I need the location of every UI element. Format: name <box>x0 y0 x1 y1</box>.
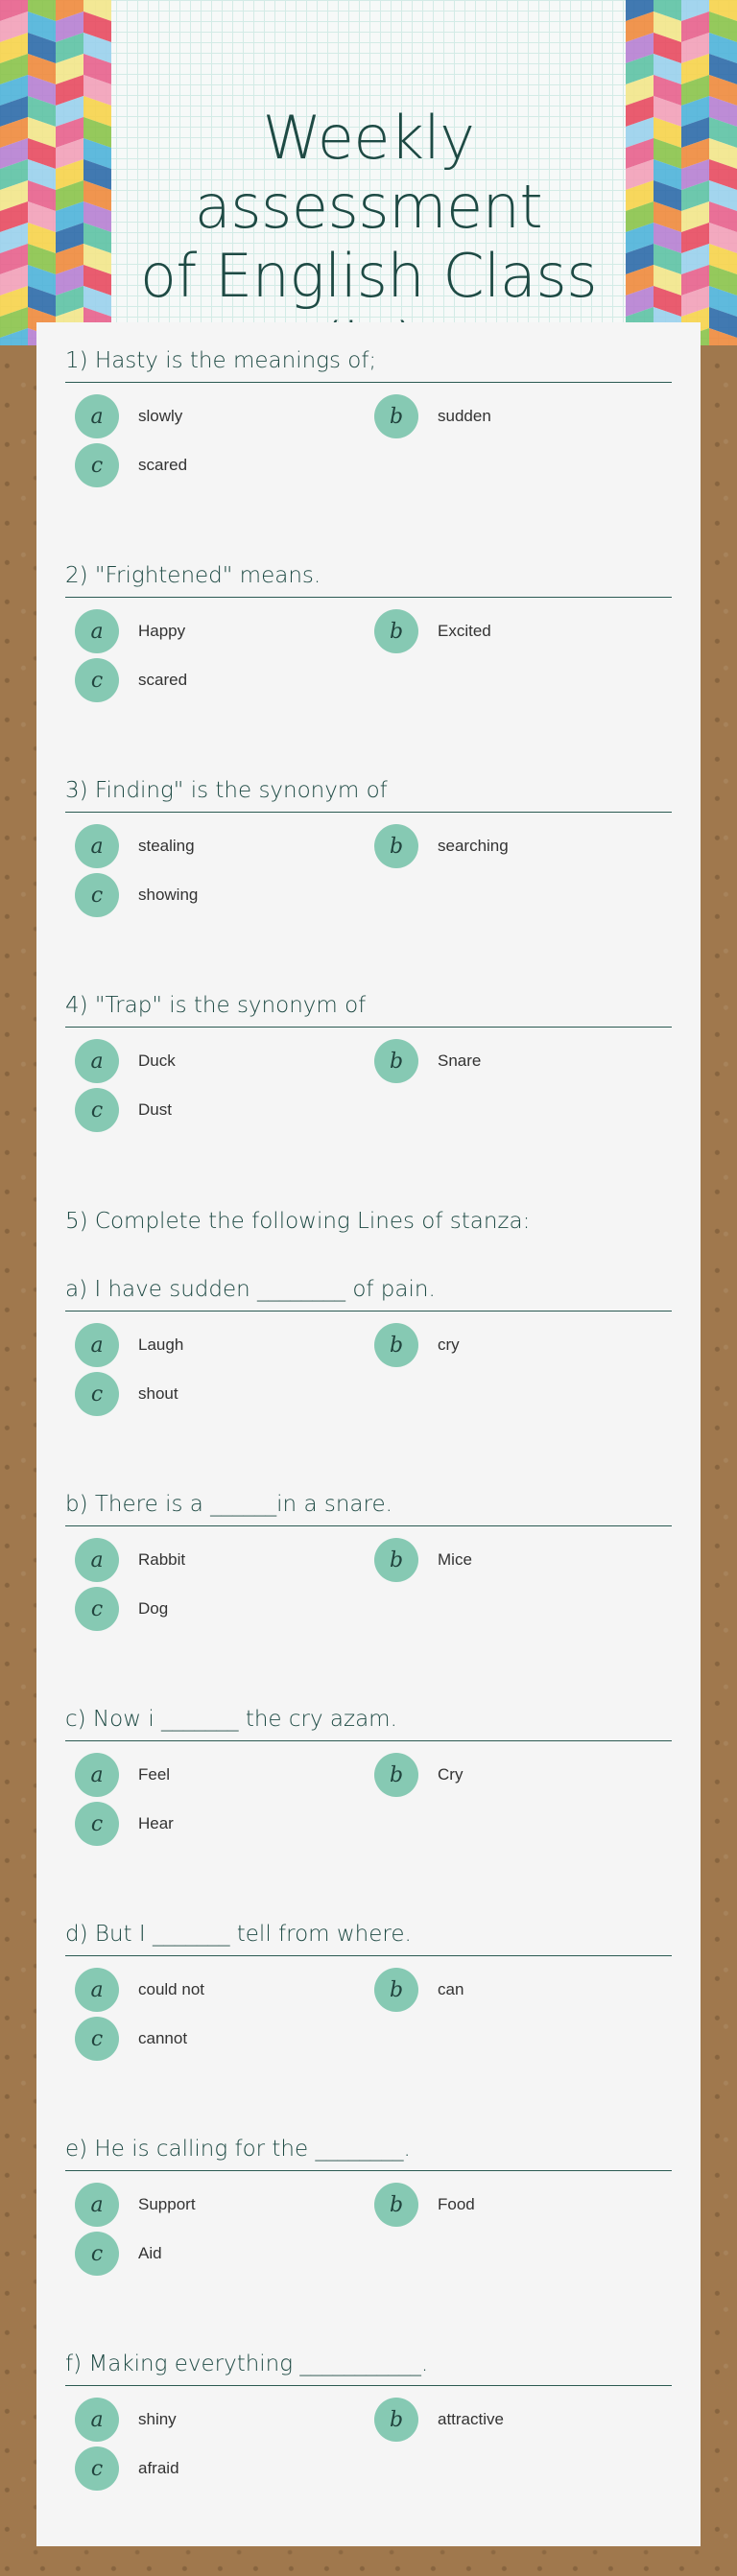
option-badge-a: a <box>75 2183 119 2227</box>
option-label: Food <box>438 2195 475 2213</box>
option-badge-c: c <box>75 873 119 917</box>
option-b[interactable] <box>374 1323 460 1367</box>
option-label: afraid <box>138 2459 179 2477</box>
option-badge-a: a <box>75 394 119 438</box>
option-label: can <box>438 1980 464 1998</box>
question-text: f) Making everything ___________. <box>65 2349 672 2386</box>
question-4 <box>65 990 672 1133</box>
option-badge-b: b <box>374 1323 418 1367</box>
option-label: Cry <box>438 1765 464 1784</box>
option-badge-b: b <box>374 394 418 438</box>
option-badge-c: c <box>75 1372 119 1416</box>
option-badge-c: c <box>75 1802 119 1846</box>
option-label: stealing <box>138 837 195 855</box>
question-text: e) He is calling for the ________. <box>65 2134 672 2171</box>
option-a[interactable] <box>75 1039 176 1083</box>
option-b[interactable] <box>374 1039 481 1083</box>
question-5d <box>65 1919 672 2062</box>
option-label: Mice <box>438 1550 472 1569</box>
section-heading-text: 5) Complete the following Lines of stanza: <box>65 1209 531 1234</box>
option-b[interactable] <box>374 609 491 653</box>
option-badge-a: a <box>75 609 119 653</box>
option-a[interactable] <box>75 1323 183 1367</box>
option-label: scared <box>138 671 188 689</box>
option-badge-a: a <box>75 824 119 868</box>
question-3 <box>65 775 672 918</box>
option-label: Snare <box>438 1052 482 1070</box>
option-label: showing <box>138 886 199 904</box>
option-label: searching <box>438 837 509 855</box>
question-text: c) Now i _______ the cry azam. <box>65 1704 672 1741</box>
option-b[interactable] <box>374 824 509 868</box>
option-a[interactable] <box>75 394 182 438</box>
option-badge-b: b <box>374 1039 418 1083</box>
option-c[interactable] <box>75 658 187 702</box>
option-label: cannot <box>138 2029 188 2047</box>
option-label: slowly <box>138 407 183 425</box>
option-label: attractive <box>438 2410 504 2428</box>
option-a[interactable] <box>75 1753 170 1797</box>
option-badge-b: b <box>374 1968 418 2012</box>
option-badge-b: b <box>374 2183 418 2227</box>
title-line-2: of English Class <box>139 241 597 311</box>
option-label: could not <box>138 1980 204 1998</box>
option-b[interactable] <box>374 2398 504 2442</box>
title-line-1: Weekly assessment <box>194 103 543 242</box>
question-text: d) But I _______ tell from where. <box>65 1919 672 1956</box>
question-text: 3) Finding" is the synonym of <box>65 775 672 813</box>
header-banner <box>0 0 737 345</box>
option-badge-b: b <box>374 824 418 868</box>
option-badge-c: c <box>75 2017 119 2061</box>
question-5c <box>65 1704 672 1847</box>
option-label: Laugh <box>138 1335 184 1354</box>
option-badge-a: a <box>75 1039 119 1083</box>
option-label: Rabbit <box>138 1550 186 1569</box>
option-label: Dog <box>138 1599 169 1618</box>
option-c[interactable] <box>75 1372 178 1416</box>
option-badge-c: c <box>75 1088 119 1132</box>
option-label: sudden <box>438 407 491 425</box>
option-badge-b: b <box>374 2398 418 2442</box>
option-label: Excited <box>438 622 491 640</box>
option-a[interactable] <box>75 2183 196 2227</box>
question-5a <box>65 1274 672 1417</box>
option-badge-b: b <box>374 1753 418 1797</box>
option-badge-a: a <box>75 1538 119 1582</box>
option-label: Support <box>138 2195 196 2213</box>
question-text: 4) "Trap" is the synonym of <box>65 990 672 1028</box>
page-title <box>86 104 651 345</box>
question-5e <box>65 2134 672 2277</box>
option-c[interactable] <box>75 1587 168 1631</box>
option-a[interactable] <box>75 1538 185 1582</box>
option-badge-b: b <box>374 609 418 653</box>
option-badge-c: c <box>75 1587 119 1631</box>
option-b[interactable] <box>374 1538 472 1582</box>
option-label: cry <box>438 1335 460 1354</box>
section-heading-5 <box>65 1206 672 1242</box>
option-a[interactable] <box>75 1968 204 2012</box>
option-badge-c: c <box>75 658 119 702</box>
option-a[interactable] <box>75 2398 177 2442</box>
question-2 <box>65 560 672 703</box>
option-badge-c: c <box>75 443 119 487</box>
option-c[interactable] <box>75 1088 172 1132</box>
option-badge-a: a <box>75 1968 119 2012</box>
question-text: 2) "Frightened" means. <box>65 560 672 598</box>
option-badge-c: c <box>75 2232 119 2276</box>
option-c[interactable] <box>75 2446 179 2491</box>
question-5f <box>65 2349 672 2492</box>
option-label: shout <box>138 1384 178 1403</box>
option-b[interactable] <box>374 394 491 438</box>
option-badge-b: b <box>374 1538 418 1582</box>
option-a[interactable] <box>75 609 185 653</box>
option-label: Aid <box>138 2244 162 2262</box>
question-1 <box>65 345 672 488</box>
option-label: Duck <box>138 1052 176 1070</box>
option-badge-c: c <box>75 2446 119 2491</box>
option-c[interactable] <box>75 443 187 487</box>
option-badge-a: a <box>75 1323 119 1367</box>
option-label: shiny <box>138 2410 177 2428</box>
question-text: a) I have sudden ________ of pain. <box>65 1274 672 1312</box>
option-b[interactable] <box>374 1753 463 1797</box>
option-c[interactable] <box>75 1802 174 1846</box>
option-label: Feel <box>138 1765 171 1784</box>
option-label: Happy <box>138 622 186 640</box>
question-text: 1) Hasty is the meanings of; <box>65 345 672 383</box>
option-badge-a: a <box>75 1753 119 1797</box>
option-label: Dust <box>138 1100 172 1119</box>
option-label: Hear <box>138 1814 174 1832</box>
question-5b <box>65 1489 672 1632</box>
option-b[interactable] <box>374 2183 475 2227</box>
question-text: b) There is a ______in a snare. <box>65 1489 672 1526</box>
option-badge-a: a <box>75 2398 119 2442</box>
option-c[interactable] <box>75 873 198 917</box>
option-label: scared <box>138 456 188 474</box>
option-c[interactable] <box>75 2232 162 2276</box>
option-b[interactable] <box>374 1968 464 2012</box>
option-a[interactable] <box>75 824 195 868</box>
option-c[interactable] <box>75 2017 187 2061</box>
